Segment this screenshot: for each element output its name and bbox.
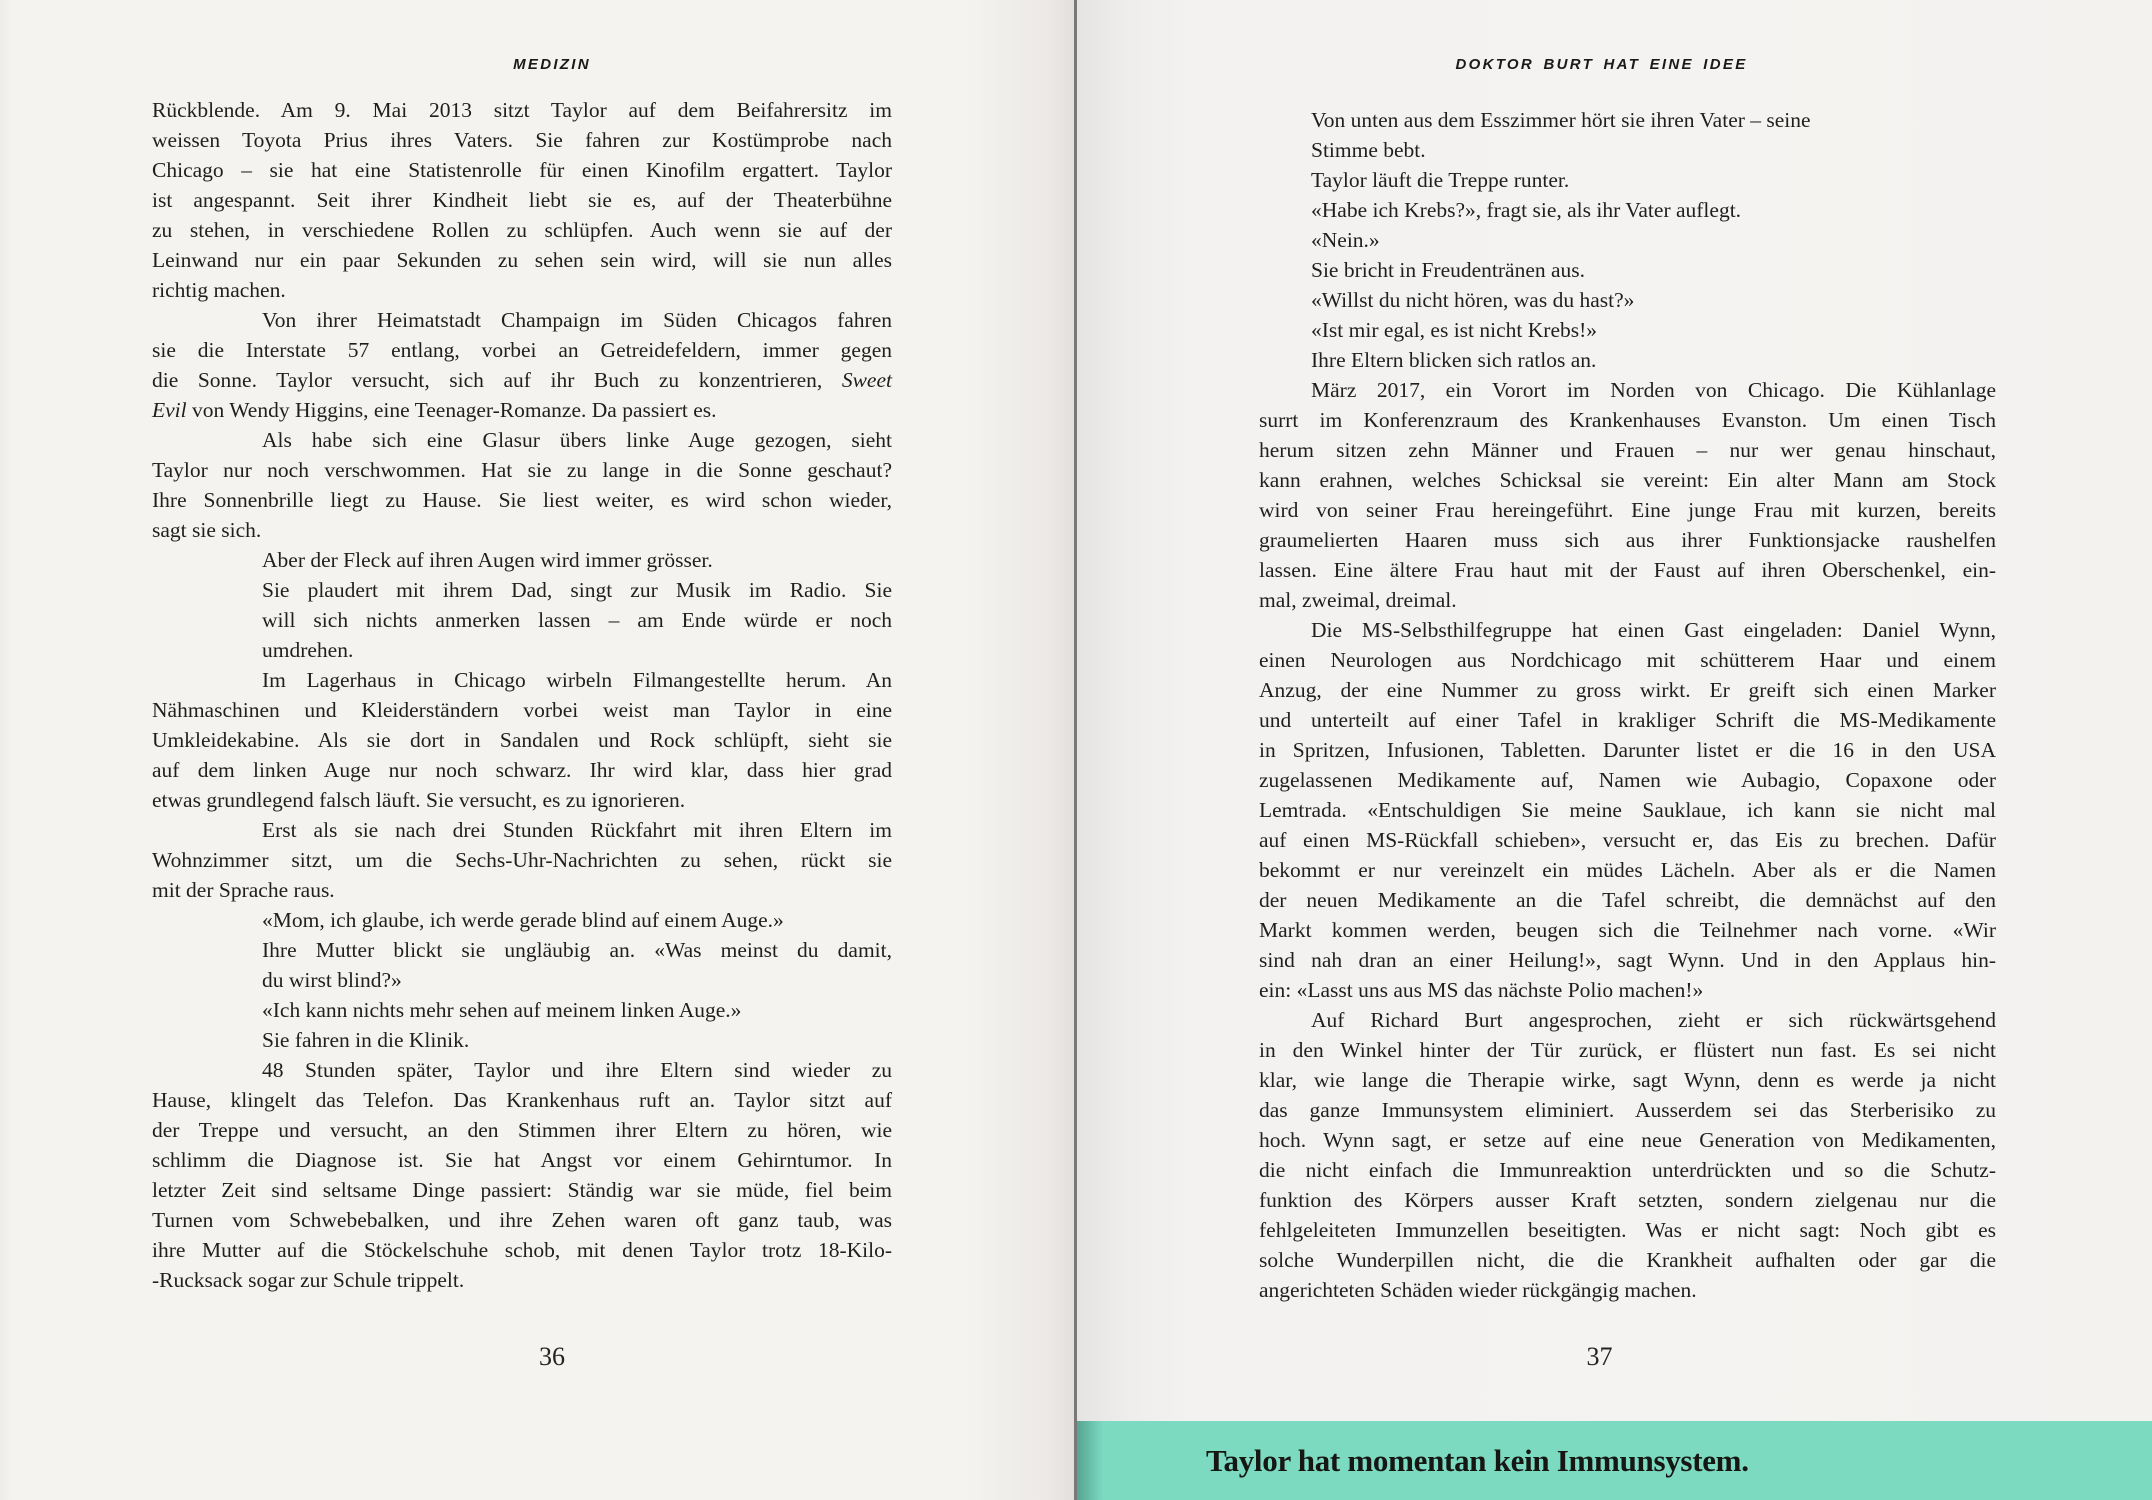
text-line: Sie bricht in Freudentränen aus. bbox=[1311, 258, 1586, 282]
text-line: «Habe ich Krebs?», fragt sie, als ihr Vater auflegt. bbox=[1311, 198, 1742, 222]
quote-banner-text: Taylor hat momentan kein Immunsystem. bbox=[1206, 1442, 1749, 1478]
text-line: Sie plaudert mit ihrem Dad, singt zur Musik im Radio. Sie bbox=[262, 578, 892, 602]
text-line: mit der Sprache raus. bbox=[152, 878, 335, 902]
quote-banner bbox=[1077, 1421, 2152, 1500]
text-line: Von unten aus dem Esszimmer hört sie ihren Vater – seine bbox=[1311, 108, 1811, 132]
text-line: du wirst blind?» bbox=[262, 968, 402, 992]
text-line: einen Neurologen aus Nordchicago mit schütterem Haar und einem bbox=[1259, 648, 1996, 672]
text-line: Turnen vom Schwebebalken, und ihre Zehen waren oft ganz taub, was bbox=[152, 1208, 892, 1232]
text-line: Auf Richard Burt angesprochen, zieht er sich rückwärtsgehend bbox=[1311, 1008, 1996, 1032]
text-line: Markt kommen werden, beugen sich die Teilnehmer nach vorne. «Wir bbox=[1259, 918, 1996, 942]
text-line: Wohnzimmer sitzt, um die Sechs-Uhr-Nachrichten zu sehen, rückt sie bbox=[152, 848, 892, 872]
text-line: «Nein.» bbox=[1311, 228, 1380, 252]
text-line: solche Wunderpillen nicht, die die Krankheit aufhalten oder gar die bbox=[1259, 1248, 1996, 1272]
right-page-text bbox=[1259, 105, 1996, 1305]
left-page bbox=[0, 0, 1074, 1500]
text-line: Sie fahren in die Klinik. bbox=[262, 1028, 470, 1052]
text-line: kann erahnen, welches Schicksal sie vereint: Ein alter Mann am Stock bbox=[1259, 468, 1996, 492]
text-line: Von ihrer Heimatstadt Champaign im Süden Chicagos fahren bbox=[262, 308, 892, 332]
text-line: sie die Interstate 57 entlang, vorbei an Getreidefeldern, immer gegen bbox=[152, 338, 892, 362]
text-line: angerichteten Schäden wieder rückgängig machen. bbox=[1259, 1278, 1697, 1302]
text-line: umdrehen. bbox=[262, 638, 354, 662]
text-line: März 2017, ein Vorort im Norden von Chicago. Die Kühlanlage bbox=[1311, 378, 1996, 402]
text-line: funktion des Körpers ausser Kraft setzten, sondern zielgenau nur die bbox=[1259, 1188, 1996, 1212]
text-line: «Mom, ich glaube, ich werde gerade blind auf einem Auge.» bbox=[262, 908, 784, 932]
text-line: etwas grundlegend falsch läuft. Sie versucht, es zu ignorieren. bbox=[152, 788, 686, 812]
text-line: in den Winkel hinter der Tür zurück, er flüstert nun fast. Es sei nicht bbox=[1259, 1038, 1996, 1062]
text-line: ist angespannt. Seit ihrer Kindheit liebt sie es, auf der Theaterbühne bbox=[152, 188, 892, 212]
text-line: ihre Mutter auf die Stöckelschuhe schob, mit denen Taylor trotz 18-Kilo- bbox=[152, 1238, 892, 1262]
text-line: graumelierten Haaren muss sich aus ihrer Funktionsjacke raushelfen bbox=[1259, 528, 1996, 552]
text-line: wird von seiner Frau hereingeführt. Eine junge Frau mit kurzen, bereits bbox=[1259, 498, 1996, 522]
text-line: zu stehen, in verschiedene Rollen zu schlüpfen. Auch wenn sie auf der bbox=[152, 218, 892, 242]
text-line: Evil von Wendy Higgins, eine Teenager-Romanze. Da passiert es. bbox=[152, 398, 717, 422]
text-line: will sich nichts anmerken lassen – am Ende würde er noch bbox=[262, 608, 892, 632]
right-running-head: DOKTOR BURT HAT EINE IDEE bbox=[1455, 56, 1748, 73]
text-line: Lemtrada. «Entschuldigen Sie meine Sauklaue, ich kann sie nicht mal bbox=[1259, 798, 1996, 822]
text-line: Aber der Fleck auf ihren Augen wird immer grösser. bbox=[262, 548, 713, 572]
text-line: Als habe sich eine Glasur übers linke Auge gezogen, sieht bbox=[262, 428, 892, 452]
text-line: Rückblende. Am 9. Mai 2013 sitzt Taylor auf dem Beifahrersitz im bbox=[152, 98, 892, 122]
text-line: Ihre Eltern blicken sich ratlos an. bbox=[1311, 348, 1597, 372]
text-line: zugelassenen Medikamente auf, Namen wie Aubagio, Copaxone oder bbox=[1259, 768, 1996, 792]
text-line: die Sonne. Taylor versucht, sich auf ihr Buch zu konzentrieren, Sweet bbox=[152, 368, 892, 392]
text-line: -Rucksack sogar zur Schule trippelt. bbox=[152, 1268, 465, 1292]
text-line: «Ich kann nichts mehr sehen auf meinem linken Auge.» bbox=[262, 998, 742, 1022]
text-line: auf dem linken Auge nur noch schwarz. Ihr wird klar, dass hier grad bbox=[152, 758, 892, 782]
left-page-number: 36 bbox=[539, 1342, 565, 1371]
text-line: der neuen Medikamente an die Tafel schreibt, die demnächst auf den bbox=[1259, 888, 1996, 912]
text-line: in Spritzen, Infusionen, Tabletten. Darunter listet er die 16 in den USA bbox=[1259, 738, 1996, 762]
text-line: schlimm die Diagnose ist. Sie hat Angst vor einem Gehirntumor. In bbox=[152, 1148, 892, 1172]
text-line: Taylor nur noch verschwommen. Hat sie zu lange in die Sonne geschaut? bbox=[152, 458, 892, 482]
left-page-text bbox=[152, 95, 892, 1295]
text-line: auf einen MS-Rückfall schieben», versucht er, das Eis zu brechen. Dafür bbox=[1259, 828, 1996, 852]
text-line: Die MS-Selbsthilfegruppe hat einen Gast eingeladen: Daniel Wynn, bbox=[1311, 618, 1996, 642]
text-line: Stimme bebt. bbox=[1311, 138, 1426, 162]
text-line: Leinwand nur ein paar Sekunden zu sehen sein wird, will sie nun alles bbox=[152, 248, 892, 272]
text-line: und unterteilt auf einer Tafel in krakliger Schrift die MS-Medikamente bbox=[1259, 708, 1996, 732]
text-line: «Willst du nicht hören, was du hast?» bbox=[1311, 288, 1635, 312]
text-line: Chicago – sie hat eine Statistenrolle für einen Kinofilm ergattert. Taylor bbox=[152, 158, 892, 182]
text-line: der Treppe und versucht, an den Stimmen ihrer Eltern zu hören, wie bbox=[152, 1118, 892, 1142]
text-line: 48 Stunden später, Taylor und ihre Eltern sind wieder zu bbox=[262, 1058, 892, 1082]
text-line: hoch. Wynn sagt, er setze auf eine neue Generation von Medikamenten, bbox=[1259, 1128, 1996, 1152]
text-line: «Ist mir egal, es ist nicht Krebs!» bbox=[1311, 318, 1598, 342]
right-page-number: 37 bbox=[1586, 1342, 1613, 1371]
text-line: weissen Toyota Prius ihres Vaters. Sie fahren zur Kostümprobe nach bbox=[152, 128, 892, 152]
text-line: sind nah dran an einer Heilung!», sagt Wynn. Und in den Applaus hin- bbox=[1259, 948, 1996, 972]
text-line: Hause, klingelt das Telefon. Das Krankenhaus ruft an. Taylor sitzt auf bbox=[152, 1088, 892, 1112]
text-line: Erst als sie nach drei Stunden Rückfahrt mit ihren Eltern im bbox=[262, 818, 892, 842]
text-line: klar, wie lange die Therapie wirke, sagt Wynn, denn es werde ja nicht bbox=[1259, 1068, 1996, 1092]
book-spine-divider bbox=[1074, 0, 1077, 1500]
text-line: richtig machen. bbox=[152, 278, 286, 302]
text-line: fehlgeleiteten Immunzellen beseitigten. Was er nicht sagt: Noch gibt es bbox=[1259, 1218, 1996, 1242]
text-line: die nicht einfach die Immunreaktion unterdrückten und so die Schutz- bbox=[1259, 1158, 1996, 1182]
text-line: letzter Zeit sind seltsame Dinge passiert: Ständig war sie müde, fiel beim bbox=[152, 1178, 892, 1202]
text-line: Taylor läuft die Treppe runter. bbox=[1311, 168, 1570, 192]
right-page bbox=[1077, 0, 2152, 1500]
text-line: Umkleidekabine. Als sie dort in Sandalen und Rock schlüpft, sieht sie bbox=[152, 728, 892, 752]
text-line: Ihre Mutter blickt sie ungläubig an. «Was meinst du damit, bbox=[262, 938, 892, 962]
text-line: lassen. Eine ältere Frau haut mit der Faust auf ihren Oberschenkel, ein- bbox=[1259, 558, 1996, 582]
text-line: Nähmaschinen und Kleiderständern vorbei weist man Taylor in eine bbox=[152, 698, 892, 722]
left-running-head: MEDIZIN bbox=[513, 56, 591, 73]
text-line: das ganze Immunsystem eliminiert. Ausserdem sei das Sterberisiko zu bbox=[1259, 1098, 1996, 1122]
text-line: mal, zweimal, dreimal. bbox=[1259, 588, 1457, 612]
text-line: Im Lagerhaus in Chicago wirbeln Filmangestellte herum. An bbox=[262, 668, 892, 692]
text-line: Ihre Sonnenbrille liegt zu Hause. Sie liest weiter, es wird schon wieder, bbox=[152, 488, 892, 512]
text-line: Anzug, der eine Nummer zu gross wirkt. Er greift sich einen Marker bbox=[1259, 678, 1996, 702]
text-line: bekommt er nur vereinzelt ein müdes Lächeln. Aber als er die Namen bbox=[1259, 858, 1996, 882]
text-line: surrt im Konferenzraum des Krankenhauses Evanston. Um einen Tisch bbox=[1259, 408, 1996, 432]
text-line: herum sitzen zehn Männer und Frauen – nur wer genau hinschaut, bbox=[1259, 438, 1996, 462]
text-line: sagt sie sich. bbox=[152, 518, 262, 542]
text-line: ein: «Lasst uns aus MS das nächste Polio machen!» bbox=[1259, 978, 1704, 1002]
